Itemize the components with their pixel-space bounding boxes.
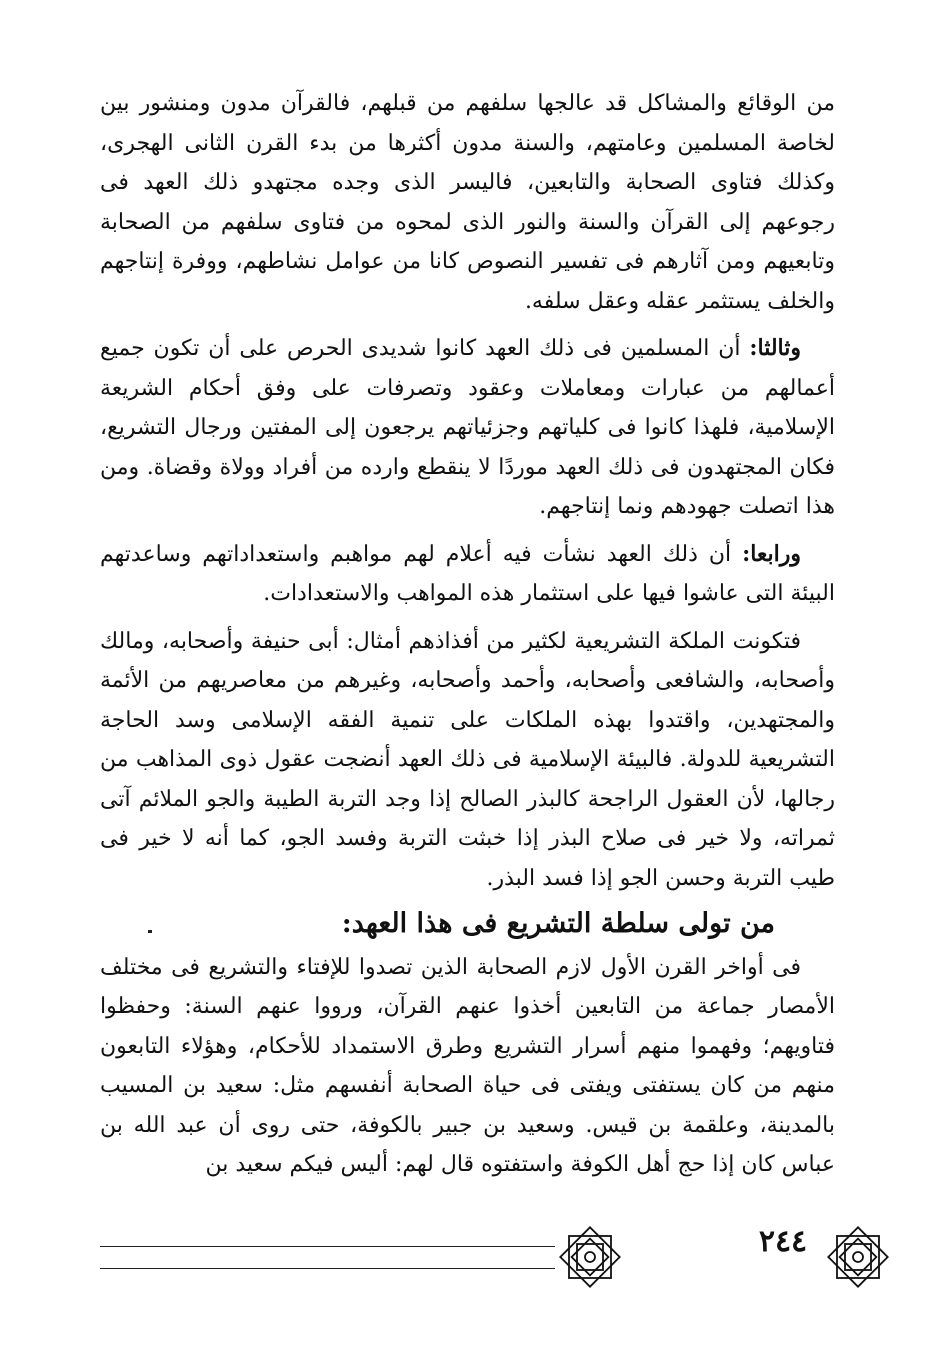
print-speck	[148, 930, 152, 933]
section-heading: من تولى سلطة التشريع فى هذا العهد:	[341, 908, 775, 939]
page-body	[100, 84, 835, 1185]
octagram-ornament-icon	[823, 1222, 893, 1292]
paragraph-4: فتكونت الملكة التشريعية لكثير من أفذاذهم أمثال: أبى حنيفة وأصحابه، ومالك وأصحابه، والشافعى وأصحابه، وأحمد وأصحابه، وغيرهم من معاصريهم من الأئمة والمجتهدين، واقتدوا بهذه الملكات على تنمية الفقه الإسلامى وسد الحاجة التشريعية للدولة. فالبيئة الإسلامية فى ذلك العهد أنضجت عقول ذوى المذاهب من رجالها، لأن العقول الراجحة كالبذر الصالح إذا وجد التربة الطيبة والجو الملائم آتى ثمراته، ولا خير فى صلاح البذر إذا خبثت التربة وفسد الجو، كما أنه لا خير فى طيب التربة وحسن الجو إذا فسد البذر.	[100, 628, 835, 891]
page-footer	[100, 1222, 835, 1292]
paragraph-1: من الوقائع والمشاكل قد عالجها سلفهم من قبلهم، فالقرآن مدون ومنشور بين لخاصة المسلمين وعامتهم، والسنة مدون أكثرها من بدء القرن الثانى الهجرى، وكذلك فتاوى الصحابة والتابعين، فاليسر الذى وجده مجتهدو ذلك العهد فى رجوعهم إلى القرآن والسنة والنور الذى لمحوه من فتاوى سلفهم من الصحابة وتابعيهم ومن آثارهم فى تفسير النصوص كانا من عوامل نشاطهم، ووفرة إنتاجهم والخلف يستثمر عقله وعقل سلفه.	[100, 91, 835, 314]
octagram-ornament-icon	[555, 1222, 625, 1292]
paragraph-3: ورابعا: أن ذلك العهد نشأت فيه أعلام لهم مواهبم واستعداداتهم وساعدتهم البيئة التى عاشوا فيها على استثمار هذه المواهب والاستعدادات.	[100, 540, 835, 606]
paragraph-lead: وثالثا:	[749, 335, 801, 361]
page-number: ٢٤٤	[758, 1224, 808, 1259]
footer-rule-top	[100, 1246, 555, 1247]
footer-rule-bottom	[100, 1268, 555, 1269]
paragraph-2: وثالثا: أن المسلمين فى ذلك العهد كانوا شديدى الحرص على أن تكون جميع أعمالهم من عبارات ومعاملات وعقود وتصرفات على وفق أحكام الشريعة الإسلامية، فلهذا كانوا فى كلياتهم وجزئياتهم يرجعون إلى المفتين ورجال التشريع، فكان المجتهدون فى ذلك العهد موردًا لا ينقطع وارده من أفراد وولاة وقضاة. ومن هذا اتصلت جهودهم ونما إنتاجهم.	[100, 335, 835, 519]
paragraph-lead: ورابعا:	[742, 540, 801, 567]
paragraph-5: فى أواخر القرن الأول لازم الصحابة الذين تصدوا للإفتاء والتشريع فى مختلف الأمصار جماعة من التابعين أخذوا عنهم القرآن، ورووا عنهم السنة: وحفظوا فتاويهم؛ وفهموا منهم أسرار التشريع وطرق الاستمداد للأحكام، وهؤلاء التابعون منهم من كان يستفتى ويفتى فى حياة الصحابة أنفسهم مثل: سعيد بن المسيب بالمدينة، وعلقمة بن قيس. وسعيد بن جبير بالكوفة، حتى روى أن عبد الله بن عباس كان إذا حج أهل الكوفة واستفتوه قال لهم: أليس فيكم سعيد بن	[100, 954, 835, 1177]
